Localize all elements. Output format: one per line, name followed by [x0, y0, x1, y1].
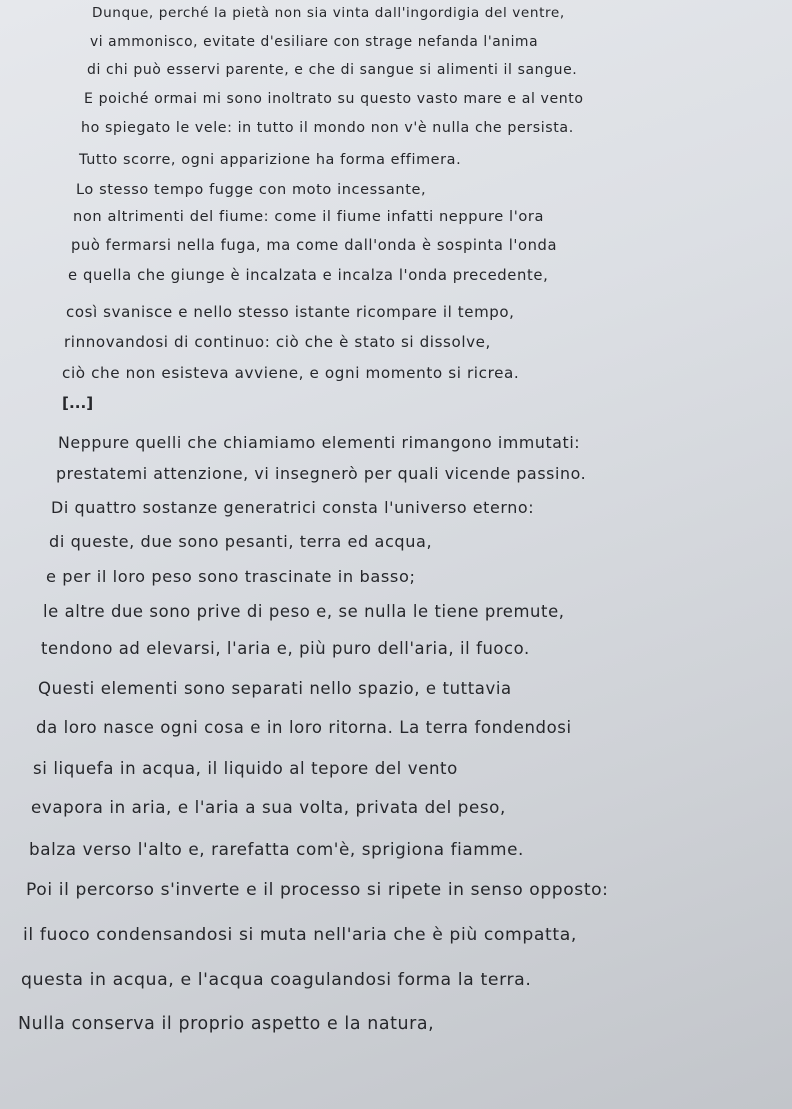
poem-line: tendono ad elevarsi, l'aria e, più puro dell'aria, il fuoco.	[41, 639, 530, 658]
poem-line: il fuoco condensandosi si muta nell'aria che è più compatta,	[23, 925, 577, 945]
poem-line: di queste, due sono pesanti, terra ed acqua,	[49, 532, 433, 551]
poem-line: e quella che giunge è incalzata e incalza l'onda precedente,	[68, 267, 549, 284]
poem-line: evapora in aria, e l'aria a sua volta, privata del peso,	[31, 797, 506, 817]
poem-line: Di quattro sostanze generatrici consta l'universo eterno:	[51, 498, 535, 517]
poem-line: Tutto scorre, ogni apparizione ha forma effimera.	[79, 152, 462, 168]
poem-line: questa in acqua, e l'acqua coagulandosi forma la terra.	[21, 970, 532, 990]
poem-line: può fermarsi nella fuga, ma come dall'onda è sospinta l'onda	[71, 237, 558, 254]
poem-line: prestatemi attenzione, vi insegnerò per quali vicende passino.	[56, 464, 587, 483]
poem-line: ho spiegato le vele: in tutto il mondo non v'è nulla che persista.	[81, 120, 574, 136]
poem-line: ciò che non esisteva avviene, e ogni momento si ricrea.	[62, 364, 520, 382]
poem-line: Poi il percorso s'inverte e il processo si ripete in senso opposto:	[26, 880, 609, 900]
poem-line: di chi può esservi parente, e che di sangue si alimenti il sangue.	[87, 62, 578, 78]
poem-line: rinnovandosi di continuo: ciò che è stato si dissolve,	[64, 333, 491, 351]
poem-line: Dunque, perché la pietà non sia vinta dall'ingordigia del ventre,	[92, 5, 565, 21]
poem-line: Lo stesso tempo fugge con moto incessante,	[76, 182, 427, 198]
poem-line: Neppure quelli che chiamiamo elementi rimangono immutati:	[58, 433, 581, 452]
poem-line: balza verso l'alto e, rarefatta com'è, sprigiona fiamme.	[29, 839, 524, 859]
poem-ellipsis: [...]	[62, 394, 94, 412]
poem-line: si liquefa in acqua, il liquido al tepore del vento	[33, 759, 458, 778]
poem-line: non altrimenti del fiume: come il fiume infatti neppure l'ora	[73, 208, 544, 225]
poem-line: così svanisce e nello stesso istante ricompare il tempo,	[66, 303, 515, 321]
poem-line: Nulla conserva il proprio aspetto e la natura,	[18, 1014, 435, 1034]
poem-line: vi ammonisco, evitate d'esiliare con strage nefanda l'anima	[90, 34, 539, 50]
poem-line: le altre due sono prive di peso e, se nulla le tiene premute,	[43, 602, 565, 621]
poem-line: e per il loro peso sono trascinate in basso;	[46, 567, 416, 586]
poem-line: da loro nasce ogni cosa e in loro ritorna. La terra fondendosi	[36, 718, 572, 737]
poem-line: E poiché ormai mi sono inoltrato su questo vasto mare e al vento	[84, 91, 584, 107]
poem-line: Questi elementi sono separati nello spazio, e tuttavia	[38, 679, 512, 698]
